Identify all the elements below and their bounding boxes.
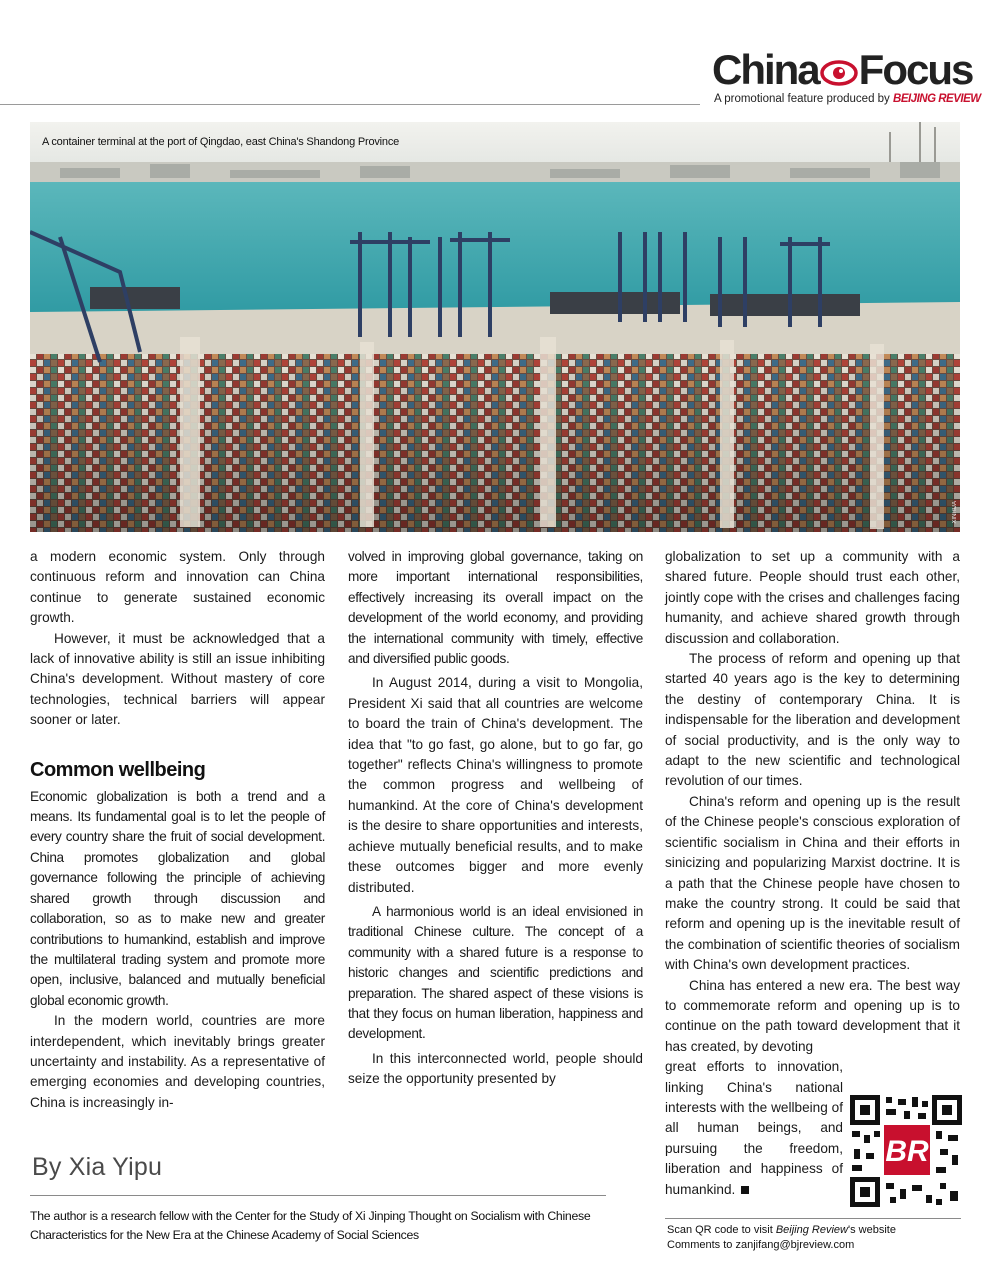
section-heading: Common wellbeing [30, 758, 206, 781]
header-rule [0, 104, 700, 105]
photo-credit: XINHUA [952, 501, 958, 524]
article-column-2 [348, 547, 643, 1090]
paragraph: In August 2014, during a visit to Mongolia, President Xi said that all countries are welcome to board the train of China's development. The idea that "to go fast, go alone, but to go far, go together" reflects China's willingness to promote the common progress and wellbeing of humankind. At the core of China's development is the desire to share opportunities and interests, achieve mutually beneficial results, and to make these outcomes bigger and more evenly distributed. [348, 675, 643, 895]
paragraph: volved in improving global governance, taking on more important international responsibilities, effectively increasing its overall impact on the development of the world economy, and providing the international community with timely, effective and diversified public goods. [348, 549, 643, 667]
closing-text: great efforts to innovation, linking China's national interests with the wellbeing of all human beings, and pursuing the freedom, liberation and happiness of humankind. [665, 1059, 843, 1197]
paragraph: China has entered a new era. The best way to commemorate reform and opening up is to continue on the path toward development that it has created, by devoting [665, 977, 960, 1054]
scan-prefix: Scan QR code to visit [667, 1224, 776, 1236]
photo-caption: A container terminal at the port of Qingdao, east China's Shandong Province [42, 136, 400, 148]
article-column-1 [30, 547, 325, 1113]
china-focus-logo [712, 46, 981, 110]
qr-badge: BR [885, 1135, 929, 1168]
publisher-name: BEIJING REVIEW [893, 93, 981, 105]
paragraph: a modern economic system. Only through continuous reform and innovation can China continue to generate sustained economic growth. [30, 549, 325, 626]
qr-code[interactable] [850, 1095, 962, 1207]
scan-site-name: Beijing Review [775, 1224, 848, 1236]
comments-email[interactable]: Comments to zanjifang@bjreview.com [667, 1239, 855, 1251]
scan-suffix: 's website [847, 1224, 896, 1236]
logo-title [712, 48, 972, 92]
bio-divider [30, 1195, 606, 1196]
end-mark-icon [741, 1186, 749, 1194]
paragraph: The process of reform and opening up that started 40 years ago is the key to determining the destiny of contemporary China. It is indispensable for the liberation and development of social productivity, and is the only way to adapt to the new scientific and technological revolution of our times. [665, 651, 960, 789]
paragraph: In the modern world, countries are more interdependent, which inevitably brings greater uncertainty and instability. As a representative of emerging economies and developing countries, China is increasingly in- [30, 1013, 325, 1110]
logo-word-focus: Focus [858, 46, 973, 93]
paragraph: A harmonious world is an ideal envisioned in traditional Chinese culture. The concept of a community with a shared future is a response to historic changes and scientific predictions and preparation. The shared aspect of these visions is that they focus on human liberation, happiness and development. [348, 903, 643, 1042]
byline: By Xia Yipu [32, 1153, 163, 1181]
scan-line [667, 1223, 896, 1238]
paragraph-wrap-around-qr [665, 1057, 843, 1200]
tagline-text: A promotional feature produced by [714, 93, 890, 105]
port-photo [30, 122, 960, 532]
scan-divider [665, 1218, 961, 1219]
eye-icon [820, 60, 858, 86]
paragraph: China's reform and opening up is the result of the Chinese people's conscious exploration of scientific socialism in China and their efforts in sinicizing and popularizing Marxist doctrine. It is a path that the Chinese people have chosen to make the country strong. It could be said that reform and opening up is the inevitable result of the combination of scientific theories of socialism with China's own development practices. [665, 793, 960, 973]
paragraph: In this interconnected world, people should seize the opportunity presented by [348, 1050, 643, 1087]
author-bio: The author is a research fellow with the Center for the Study of Xi Jinping Thought on Socialism with Chinese Characteristics for the New Era at the Chinese Academy of Social Sciences [30, 1209, 591, 1242]
logo-tagline [714, 92, 981, 106]
paragraph: globalization to set up a community with a shared future. People should trust each other, jointly cope with the crises and challenges facing humanity, and achieve shared growth through discussion and collaboration. [665, 549, 960, 646]
paragraph: However, it must be acknowledged that a lack of innovative ability is still an issue inhibiting China's development. Without mastery of core technologies, technical barriers will appear sooner or later. [30, 630, 325, 728]
paragraph: Economic globalization is both a trend and a means. Its fundamental goal is to let the people of every country share the fruit of social development. China promotes globalization and global governance following the principle of achieving shared growth through discussion and collaboration, so as to make new and greater contributions to humankind, establish and improve the multilateral trading system and promote more open, inclusive, balanced and mutually beneficial global economic growth. [30, 788, 325, 1008]
logo-word-china: China [712, 46, 819, 93]
container-terminal-illustration [30, 122, 960, 532]
qr-instructions [667, 1223, 896, 1253]
